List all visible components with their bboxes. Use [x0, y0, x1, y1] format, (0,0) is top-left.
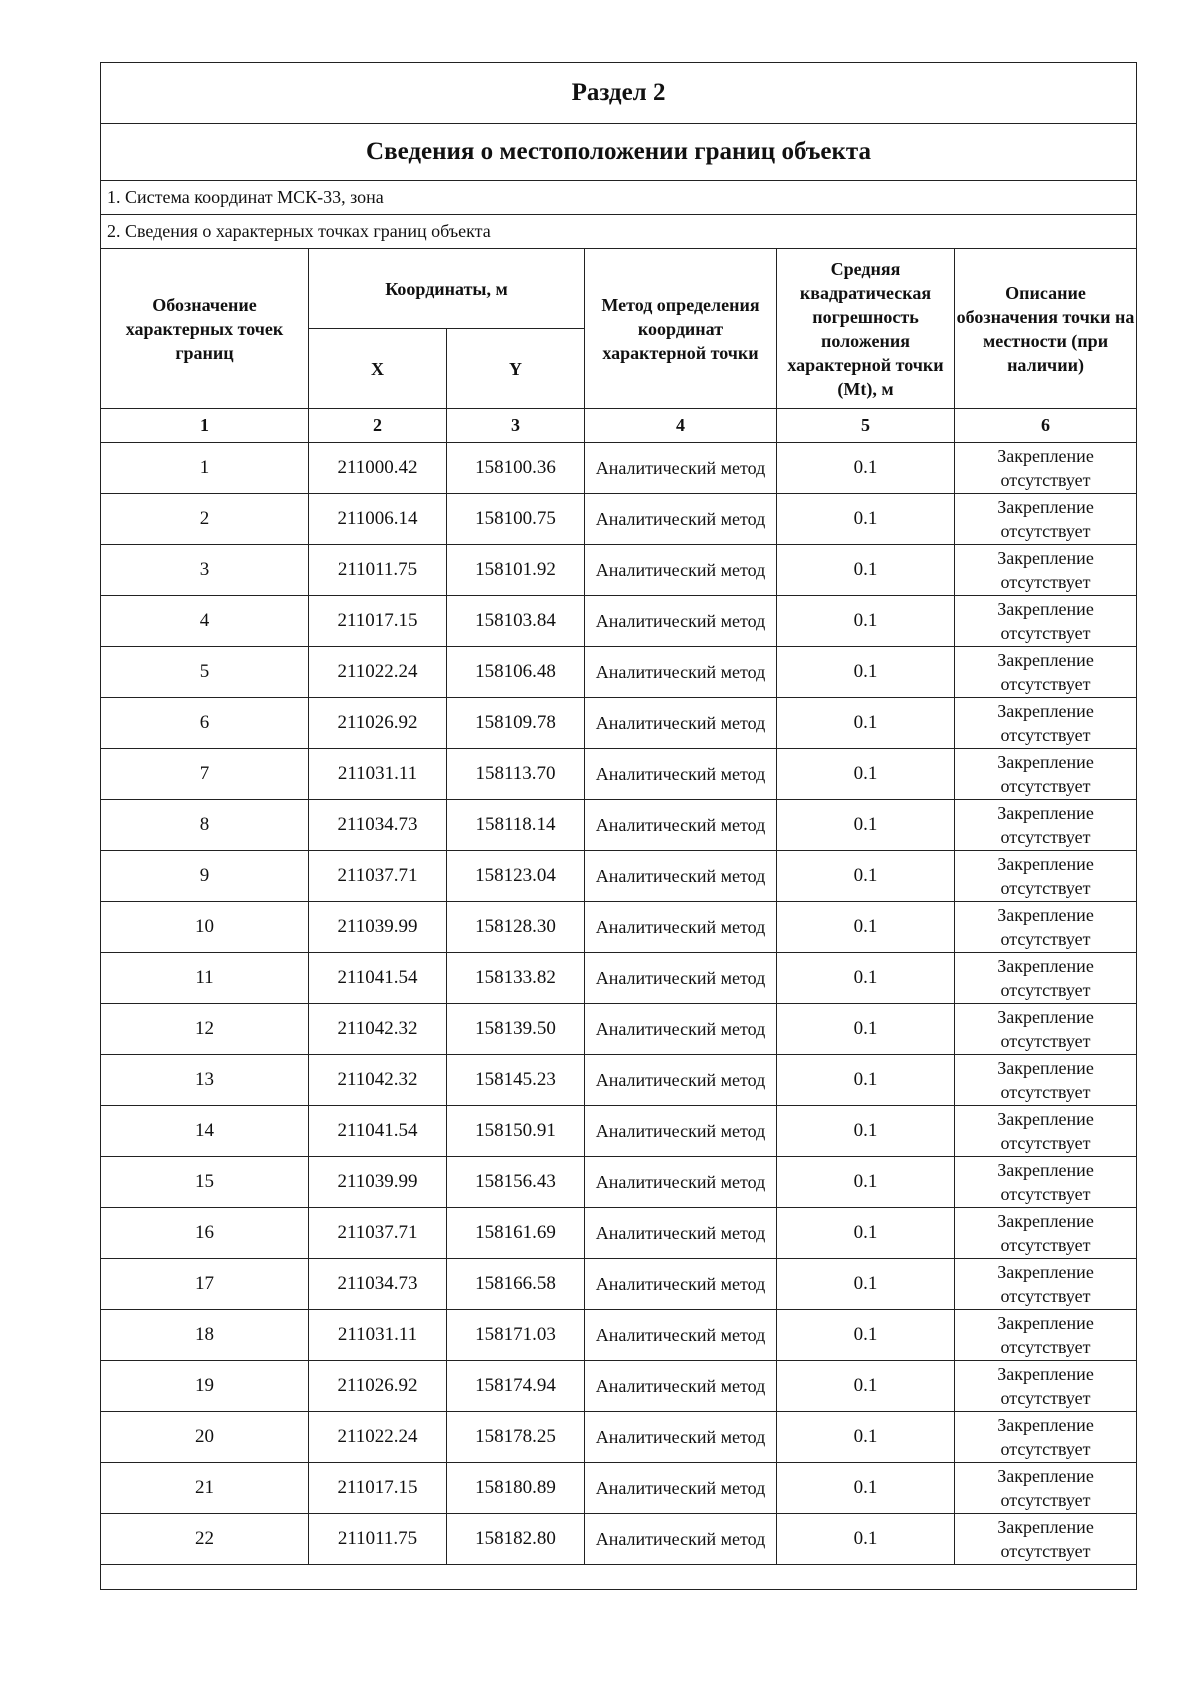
- cell-y-coordinate: 158180.89: [447, 1463, 585, 1514]
- column-number: 3: [447, 409, 585, 443]
- cell-accuracy: 0.1: [777, 494, 955, 545]
- cell-description: Закрепление отсутствует: [955, 1208, 1137, 1259]
- cell-method: Аналитический метод: [585, 1361, 777, 1412]
- cell-x-coordinate: 211041.54: [309, 953, 447, 1004]
- cell-y-coordinate: 158145.23: [447, 1055, 585, 1106]
- cell-point-number: 16: [101, 1208, 309, 1259]
- table-row: [101, 647, 1137, 698]
- document-sheet: [100, 62, 1136, 1590]
- table-row: [101, 1514, 1137, 1565]
- cell-description: Закрепление отсутствует: [955, 545, 1137, 596]
- cell-description: Закрепление отсутствует: [955, 1412, 1137, 1463]
- column-number: 2: [309, 409, 447, 443]
- table-row: [101, 1463, 1137, 1514]
- cell-point-number: 3: [101, 545, 309, 596]
- cell-description: Закрепление отсутствует: [955, 494, 1137, 545]
- cell-description: Закрепление отсутствует: [955, 596, 1137, 647]
- column-number: 6: [955, 409, 1137, 443]
- cell-x-coordinate: 211037.71: [309, 1208, 447, 1259]
- cell-description: Закрепление отсутствует: [955, 1361, 1137, 1412]
- cell-point-number: 17: [101, 1259, 309, 1310]
- cell-accuracy: 0.1: [777, 698, 955, 749]
- cell-y-coordinate: 158101.92: [447, 545, 585, 596]
- cell-y-coordinate: 158123.04: [447, 851, 585, 902]
- cell-x-coordinate: 211034.73: [309, 800, 447, 851]
- cell-description: Закрепление отсутствует: [955, 1514, 1137, 1565]
- cell-method: Аналитический метод: [585, 749, 777, 800]
- table-row: [101, 698, 1137, 749]
- cell-description: Закрепление отсутствует: [955, 1106, 1137, 1157]
- cell-point-number: 14: [101, 1106, 309, 1157]
- cell-y-coordinate: 158133.82: [447, 953, 585, 1004]
- cell-method: Аналитический метод: [585, 800, 777, 851]
- cell-method: Аналитический метод: [585, 1412, 777, 1463]
- header-description: Описание обозначения точки на местности (при наличии): [955, 249, 1137, 409]
- table-row: [101, 953, 1137, 1004]
- cell-point-number: 12: [101, 1004, 309, 1055]
- document-title: Сведения о местоположении границ объекта: [101, 124, 1137, 181]
- cell-method: Аналитический метод: [585, 851, 777, 902]
- table-row: [101, 1208, 1137, 1259]
- cell-y-coordinate: 158139.50: [447, 1004, 585, 1055]
- cell-description: Закрепление отсутствует: [955, 647, 1137, 698]
- cell-y-coordinate: 158166.58: [447, 1259, 585, 1310]
- cell-point-number: 11: [101, 953, 309, 1004]
- cell-y-coordinate: 158161.69: [447, 1208, 585, 1259]
- header-coordinates: Координаты, м: [309, 249, 585, 329]
- cell-y-coordinate: 158100.36: [447, 443, 585, 494]
- cell-point-number: 19: [101, 1361, 309, 1412]
- cell-point-number: 10: [101, 902, 309, 953]
- cell-point-number: 18: [101, 1310, 309, 1361]
- table-row: [101, 800, 1137, 851]
- cell-description: Закрепление отсутствует: [955, 953, 1137, 1004]
- table-row: [101, 1055, 1137, 1106]
- cell-method: Аналитический метод: [585, 494, 777, 545]
- cell-accuracy: 0.1: [777, 647, 955, 698]
- cell-x-coordinate: 211026.92: [309, 1361, 447, 1412]
- cell-description: Закрепление отсутствует: [955, 749, 1137, 800]
- header-method: Метод определения координат характерной точки: [585, 249, 777, 409]
- table-row: [101, 545, 1137, 596]
- cell-y-coordinate: 158113.70: [447, 749, 585, 800]
- cell-point-number: 22: [101, 1514, 309, 1565]
- cell-accuracy: 0.1: [777, 902, 955, 953]
- cell-description: Закрепление отсутствует: [955, 1310, 1137, 1361]
- cell-method: Аналитический метод: [585, 1463, 777, 1514]
- table-row: [101, 1259, 1137, 1310]
- cell-method: Аналитический метод: [585, 545, 777, 596]
- cell-y-coordinate: 158109.78: [447, 698, 585, 749]
- cell-point-number: 5: [101, 647, 309, 698]
- boundary-points-table: [100, 62, 1137, 1590]
- cell-x-coordinate: 211017.15: [309, 1463, 447, 1514]
- header-accuracy: Средняя квадратическая погрешность положения характерной точки (Mt), м: [777, 249, 955, 409]
- cell-point-number: 2: [101, 494, 309, 545]
- table-row: [101, 902, 1137, 953]
- cell-x-coordinate: 211006.14: [309, 494, 447, 545]
- cell-accuracy: 0.1: [777, 596, 955, 647]
- cell-description: Закрепление отсутствует: [955, 1004, 1137, 1055]
- cell-point-number: 1: [101, 443, 309, 494]
- cell-y-coordinate: 158118.14: [447, 800, 585, 851]
- table-row: [101, 443, 1137, 494]
- cell-description: Закрепление отсутствует: [955, 800, 1137, 851]
- cell-x-coordinate: 211031.11: [309, 749, 447, 800]
- header-point-designation: Обозначение характерных точек границ: [101, 249, 309, 409]
- table-row: [101, 596, 1137, 647]
- cell-description: Закрепление отсутствует: [955, 1157, 1137, 1208]
- cell-accuracy: 0.1: [777, 1310, 955, 1361]
- cell-x-coordinate: 211011.75: [309, 1514, 447, 1565]
- cell-accuracy: 0.1: [777, 749, 955, 800]
- table-row: [101, 851, 1137, 902]
- cell-accuracy: 0.1: [777, 1106, 955, 1157]
- cell-x-coordinate: 211041.54: [309, 1106, 447, 1157]
- cell-y-coordinate: 158150.91: [447, 1106, 585, 1157]
- cell-accuracy: 0.1: [777, 953, 955, 1004]
- cell-y-coordinate: 158156.43: [447, 1157, 585, 1208]
- cell-x-coordinate: 211039.99: [309, 902, 447, 953]
- cell-point-number: 7: [101, 749, 309, 800]
- cell-x-coordinate: 211026.92: [309, 698, 447, 749]
- cell-point-number: 8: [101, 800, 309, 851]
- cell-accuracy: 0.1: [777, 1463, 955, 1514]
- cell-method: Аналитический метод: [585, 1208, 777, 1259]
- cell-method: Аналитический метод: [585, 1157, 777, 1208]
- cell-method: Аналитический метод: [585, 443, 777, 494]
- header-x: X: [309, 329, 447, 409]
- cell-accuracy: 0.1: [777, 1259, 955, 1310]
- table-row: [101, 749, 1137, 800]
- cell-accuracy: 0.1: [777, 443, 955, 494]
- cell-description: Закрепление отсутствует: [955, 1463, 1137, 1514]
- cell-point-number: 20: [101, 1412, 309, 1463]
- cell-point-number: 6: [101, 698, 309, 749]
- header-y: Y: [447, 329, 585, 409]
- points-section-line: 2. Сведения о характерных точках границ объекта: [101, 215, 1137, 249]
- cell-point-number: 9: [101, 851, 309, 902]
- cell-method: Аналитический метод: [585, 902, 777, 953]
- cell-accuracy: 0.1: [777, 545, 955, 596]
- cell-description: Закрепление отсутствует: [955, 698, 1137, 749]
- cell-y-coordinate: 158100.75: [447, 494, 585, 545]
- section-title: Раздел 2: [101, 63, 1137, 124]
- cell-point-number: 13: [101, 1055, 309, 1106]
- cell-x-coordinate: 211031.11: [309, 1310, 447, 1361]
- cell-method: Аналитический метод: [585, 1055, 777, 1106]
- cell-accuracy: 0.1: [777, 1055, 955, 1106]
- cell-description: Закрепление отсутствует: [955, 1055, 1137, 1106]
- column-number: 5: [777, 409, 955, 443]
- cell-point-number: 15: [101, 1157, 309, 1208]
- cell-method: Аналитический метод: [585, 647, 777, 698]
- table-row: [101, 1157, 1137, 1208]
- cell-x-coordinate: 211034.73: [309, 1259, 447, 1310]
- cell-method: Аналитический метод: [585, 953, 777, 1004]
- cell-x-coordinate: 211000.42: [309, 443, 447, 494]
- cell-x-coordinate: 211042.32: [309, 1004, 447, 1055]
- coordinate-system-line: 1. Система координат МСК-33, зона: [101, 181, 1137, 215]
- cell-description: Закрепление отсутствует: [955, 1259, 1137, 1310]
- cell-accuracy: 0.1: [777, 1412, 955, 1463]
- cell-y-coordinate: 158128.30: [447, 902, 585, 953]
- cell-description: Закрепление отсутствует: [955, 902, 1137, 953]
- column-number: 4: [585, 409, 777, 443]
- cell-accuracy: 0.1: [777, 1514, 955, 1565]
- cell-x-coordinate: 211011.75: [309, 545, 447, 596]
- cell-method: Аналитический метод: [585, 1106, 777, 1157]
- cell-x-coordinate: 211042.32: [309, 1055, 447, 1106]
- cell-x-coordinate: 211022.24: [309, 647, 447, 698]
- cell-accuracy: 0.1: [777, 800, 955, 851]
- table-row: [101, 1412, 1137, 1463]
- cell-y-coordinate: 158106.48: [447, 647, 585, 698]
- table-row: [101, 494, 1137, 545]
- cell-x-coordinate: 211039.99: [309, 1157, 447, 1208]
- cell-y-coordinate: 158182.80: [447, 1514, 585, 1565]
- cell-point-number: 4: [101, 596, 309, 647]
- cell-x-coordinate: 211022.24: [309, 1412, 447, 1463]
- cell-accuracy: 0.1: [777, 1361, 955, 1412]
- cell-y-coordinate: 158171.03: [447, 1310, 585, 1361]
- cell-x-coordinate: 211017.15: [309, 596, 447, 647]
- table-row: [101, 1004, 1137, 1055]
- table-footer-row: [101, 1565, 1137, 1590]
- cell-x-coordinate: 211037.71: [309, 851, 447, 902]
- table-row: [101, 1106, 1137, 1157]
- cell-accuracy: 0.1: [777, 1157, 955, 1208]
- cell-method: Аналитический метод: [585, 596, 777, 647]
- cell-description: Закрепление отсутствует: [955, 851, 1137, 902]
- table-row: [101, 1310, 1137, 1361]
- cell-method: Аналитический метод: [585, 1514, 777, 1565]
- cell-method: Аналитический метод: [585, 1004, 777, 1055]
- table-body: [101, 443, 1137, 1565]
- cell-y-coordinate: 158103.84: [447, 596, 585, 647]
- column-number: 1: [101, 409, 309, 443]
- cell-accuracy: 0.1: [777, 851, 955, 902]
- cell-y-coordinate: 158174.94: [447, 1361, 585, 1412]
- cell-y-coordinate: 158178.25: [447, 1412, 585, 1463]
- cell-description: Закрепление отсутствует: [955, 443, 1137, 494]
- cell-accuracy: 0.1: [777, 1208, 955, 1259]
- cell-point-number: 21: [101, 1463, 309, 1514]
- cell-accuracy: 0.1: [777, 1004, 955, 1055]
- cell-method: Аналитический метод: [585, 1259, 777, 1310]
- table-row: [101, 1361, 1137, 1412]
- cell-method: Аналитический метод: [585, 1310, 777, 1361]
- cell-method: Аналитический метод: [585, 698, 777, 749]
